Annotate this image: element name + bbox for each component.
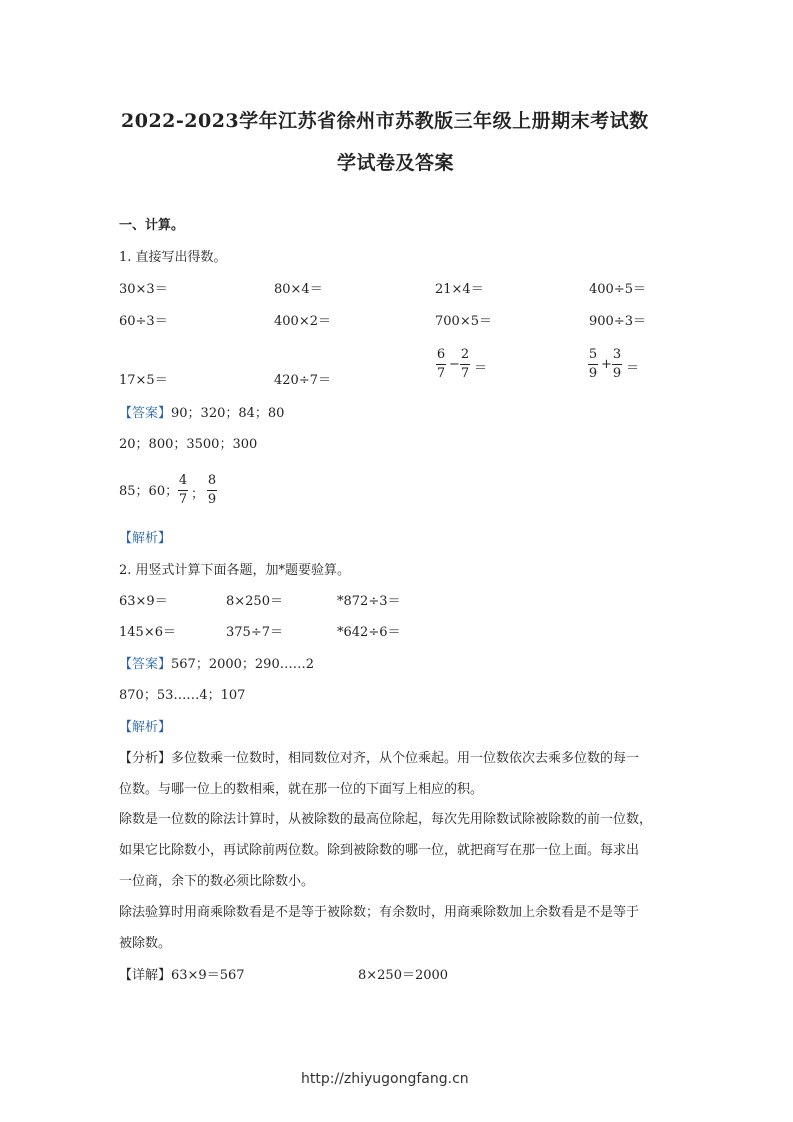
q1-r1-c3: 21×4＝ xyxy=(435,282,484,297)
q2-r2-c2: 375÷7＝ xyxy=(226,625,283,640)
analysis-para2-line2: 如果它比除数小，再试除前两位数。除到被除数的哪一位，就把商写在那一位上面。每求出 xyxy=(119,843,640,858)
fraction-bar xyxy=(207,490,217,491)
denominator: 7 xyxy=(460,366,470,381)
fraction-five-ninths xyxy=(588,347,598,381)
analysis-para3-line1: 除法验算时用商乘除数看是不是等于被除数；有余数时，用商乘除数加上余数看是不是等于 xyxy=(119,905,640,920)
detail-line-a: 【详解】63×9＝567 xyxy=(119,968,245,983)
denominator: 7 xyxy=(178,492,188,507)
q2-r1-c3: *872÷3＝ xyxy=(337,594,401,609)
analysis-para1-line1: 【分析】多位数乘一位数时，相同数位对齐，从个位乘起。用一位数依次去乘多位数的每一 xyxy=(119,751,640,766)
q1-answer-line2: 20；800；3500；300 xyxy=(119,437,258,452)
q2-answer-line1 xyxy=(119,657,314,673)
q1-r3-c2: 420÷7＝ xyxy=(274,373,331,388)
fraction-two-sevenths xyxy=(460,347,470,381)
numerator: 6 xyxy=(436,347,446,362)
denominator: 9 xyxy=(612,366,622,381)
q1-answer-line1 xyxy=(119,406,284,422)
q1-r2-c1: 60÷3＝ xyxy=(119,314,168,329)
q2-r1-c1: 63×9＝ xyxy=(119,594,168,609)
numerator: 2 xyxy=(460,347,470,362)
analysis-para1-line2: 位数。与哪一位上的数相乘，就在那一位的下面写上相应的积。 xyxy=(119,782,484,797)
answer-text: 90；320；84；80 xyxy=(171,406,285,421)
q2-r2-c1: 145×6＝ xyxy=(119,625,176,640)
equals-sign: ＝ xyxy=(626,361,640,376)
fraction-bar xyxy=(436,364,446,365)
fraction-bar xyxy=(612,364,622,365)
numerator: 5 xyxy=(588,347,598,362)
q1-r1-c2: 80×4＝ xyxy=(274,282,323,297)
separator: ； xyxy=(191,487,205,502)
page-title-line1: 2022-2023学年江苏省徐州市苏教版三年级上册期末考试数 xyxy=(121,110,649,132)
detail-line-b: 8×250＝2000 xyxy=(358,968,449,983)
page-title-line2: 学试卷及答案 xyxy=(337,152,455,174)
q2-r1-c2: 8×250＝ xyxy=(226,594,283,609)
q1-prompt: 1. 直接写出得数。 xyxy=(119,250,227,265)
q1-answer-line3: 85；60； xyxy=(119,484,179,499)
q1-r2-c4: 900÷3＝ xyxy=(589,314,646,329)
denominator: 9 xyxy=(588,366,598,381)
denominator: 7 xyxy=(436,366,446,381)
analysis-para3-line2: 被除数。 xyxy=(119,936,172,951)
equals-sign: ＝ xyxy=(474,361,488,376)
q2-analysis-tag: 【解析】 xyxy=(119,720,172,735)
denominator: 9 xyxy=(207,492,217,507)
q2-answer-line2: 870；53……4；107 xyxy=(119,688,246,703)
analysis-para2-line1: 除数是一位数的除法计算时，从被除数的最高位除起，每次先用除数试除被除数的前一位数， xyxy=(119,812,653,827)
answer-tag: 【答案】 xyxy=(119,406,172,421)
answer-tag: 【答案】 xyxy=(119,657,172,672)
section-heading: 一、计算。 xyxy=(119,218,185,233)
q1-r1-c1: 30×3＝ xyxy=(119,282,168,297)
answer-fraction-four-sevenths xyxy=(178,473,188,507)
q1-r2-c3: 700×5＝ xyxy=(435,314,492,329)
numerator: 4 xyxy=(178,473,188,488)
q1-r3-c1: 17×5＝ xyxy=(119,373,168,388)
fraction-six-sevenths xyxy=(436,347,446,381)
footer-url[interactable]: http://zhiyugongfang.cn xyxy=(301,1071,469,1087)
answer-fraction-eight-ninths xyxy=(207,473,217,507)
minus-sign: − xyxy=(449,357,460,372)
fraction-bar xyxy=(588,364,598,365)
numerator: 8 xyxy=(207,473,217,488)
fraction-bar xyxy=(178,490,188,491)
numerator: 3 xyxy=(612,347,622,362)
q2-r2-c3: *642÷6＝ xyxy=(337,625,401,640)
analysis-para2-line3: 一位商，余下的数必须比除数小。 xyxy=(119,874,315,889)
fraction-bar xyxy=(460,364,470,365)
plus-sign: + xyxy=(601,357,612,372)
q1-analysis-tag: 【解析】 xyxy=(119,531,172,546)
q1-r1-c4: 400÷5＝ xyxy=(589,282,646,297)
q1-r2-c2: 400×2＝ xyxy=(274,314,331,329)
q2-prompt: 2. 用竖式计算下面各题，加*题要验算。 xyxy=(119,563,351,578)
fraction-three-ninths xyxy=(612,347,622,381)
answer-text: 567；2000；290……2 xyxy=(171,657,314,672)
